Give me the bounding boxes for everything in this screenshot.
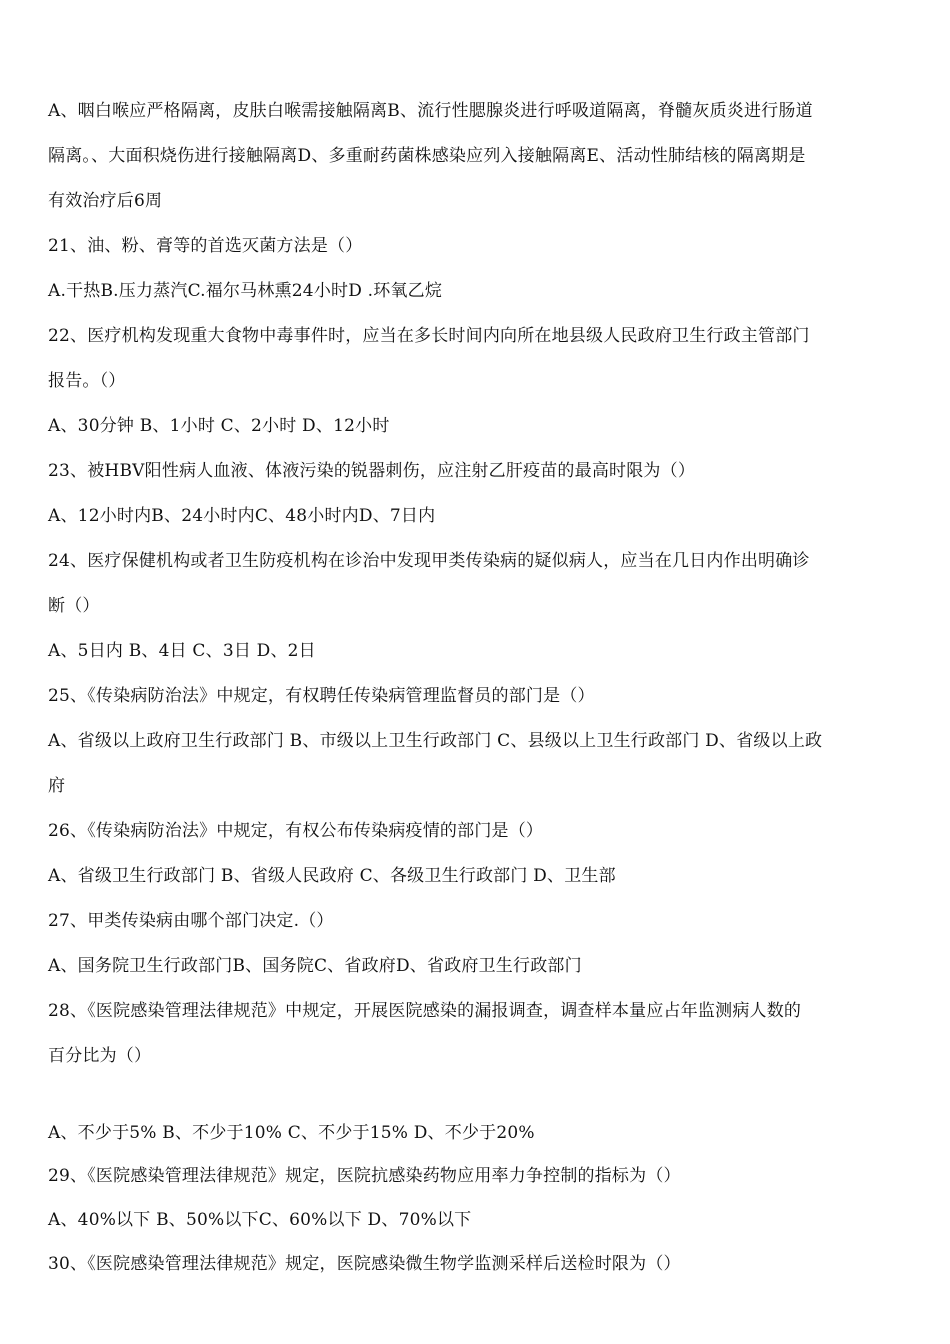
question-24: 24、医疗保健机构或者卫生防疫机构在诊治中发现甲类传染病的疑似病人，应当在几日内作出明确诊 <box>48 551 810 571</box>
question-29: 29、《医院感染管理法律规范》规定，医院抗感染药物应用率力争控制的指标为（） <box>48 1166 681 1186</box>
options-22: A、30分钟 B、1小时 C、2小时 D、12小时 <box>48 416 390 436</box>
text-line: 断（） <box>48 596 100 616</box>
question-21: 21、油、粉、膏等的首选灭菌方法是（） <box>48 236 363 256</box>
text-line: 隔离。、大面积烧伤进行接触隔离D、多重耐药菌株感染应列入接触隔离E、活动性肺结核的隔离期是 <box>48 146 806 166</box>
question-22: 22、医疗机构发现重大食物中毒事件时，应当在多长时间内向所在地县级人民政府卫生行政主管部门 <box>48 326 810 346</box>
options-23: A、12小时内B、24小时内C、48小时内D、7日内 <box>48 506 436 526</box>
text-line: 百分比为（） <box>48 1046 152 1066</box>
options-24: A、5日内 B、4日 C、3日 D、2日 <box>48 641 316 661</box>
options-26: A、省级卫生行政部门 B、省级人民政府 C、各级卫生行政部门 D、卫生部 <box>48 866 616 886</box>
options-28: A、不少于5% B、不少于10% C、不少于15% D、不少于20% <box>48 1123 535 1143</box>
question-23: 23、被HBV阳性病人血液、体液污染的锐器刺伤，应注射乙肝疫苗的最高时限为（） <box>48 461 696 481</box>
question-28: 28、《医院感染管理法律规范》中规定，开展医院感染的漏报调查，调查样本量应占年监测病人数的 <box>48 1001 802 1021</box>
question-26: 26、《传染病防治法》中规定，有权公布传染病疫情的部门是（） <box>48 821 544 841</box>
text-line: A、咽白喉应严格隔离，皮肤白喉需接触隔离B、流行性腮腺炎进行呼吸道隔离，脊髓灰质炎进行肠道 <box>48 101 813 121</box>
options-21: A.干热B.压力蒸汽C.福尔马林熏24小时D .环氧乙烷 <box>48 281 443 301</box>
text-line: 有效治疗后6周 <box>48 191 163 211</box>
question-25: 25、《传染病防治法》中规定，有权聘任传染病管理监督员的部门是（） <box>48 686 595 706</box>
text-line: 府 <box>48 776 66 796</box>
options-29: A、40%以下 B、50%以下C、60%以下 D、70%以下 <box>48 1210 472 1230</box>
text-line: 报告。（） <box>48 371 126 391</box>
question-27: 27、甲类传染病由哪个部门决定.（） <box>48 911 334 931</box>
question-30: 30、《医院感染管理法律规范》规定，医院感染微生物学监测采样后送检时限为（） <box>48 1254 681 1274</box>
options-27: A、国务院卫生行政部门B、国务院C、省政府D、省政府卫生行政部门 <box>48 956 582 976</box>
options-25: A、省级以上政府卫生行政部门 B、市级以上卫生行政部门 C、县级以上卫生行政部门 D、省级以上政 <box>48 731 823 751</box>
